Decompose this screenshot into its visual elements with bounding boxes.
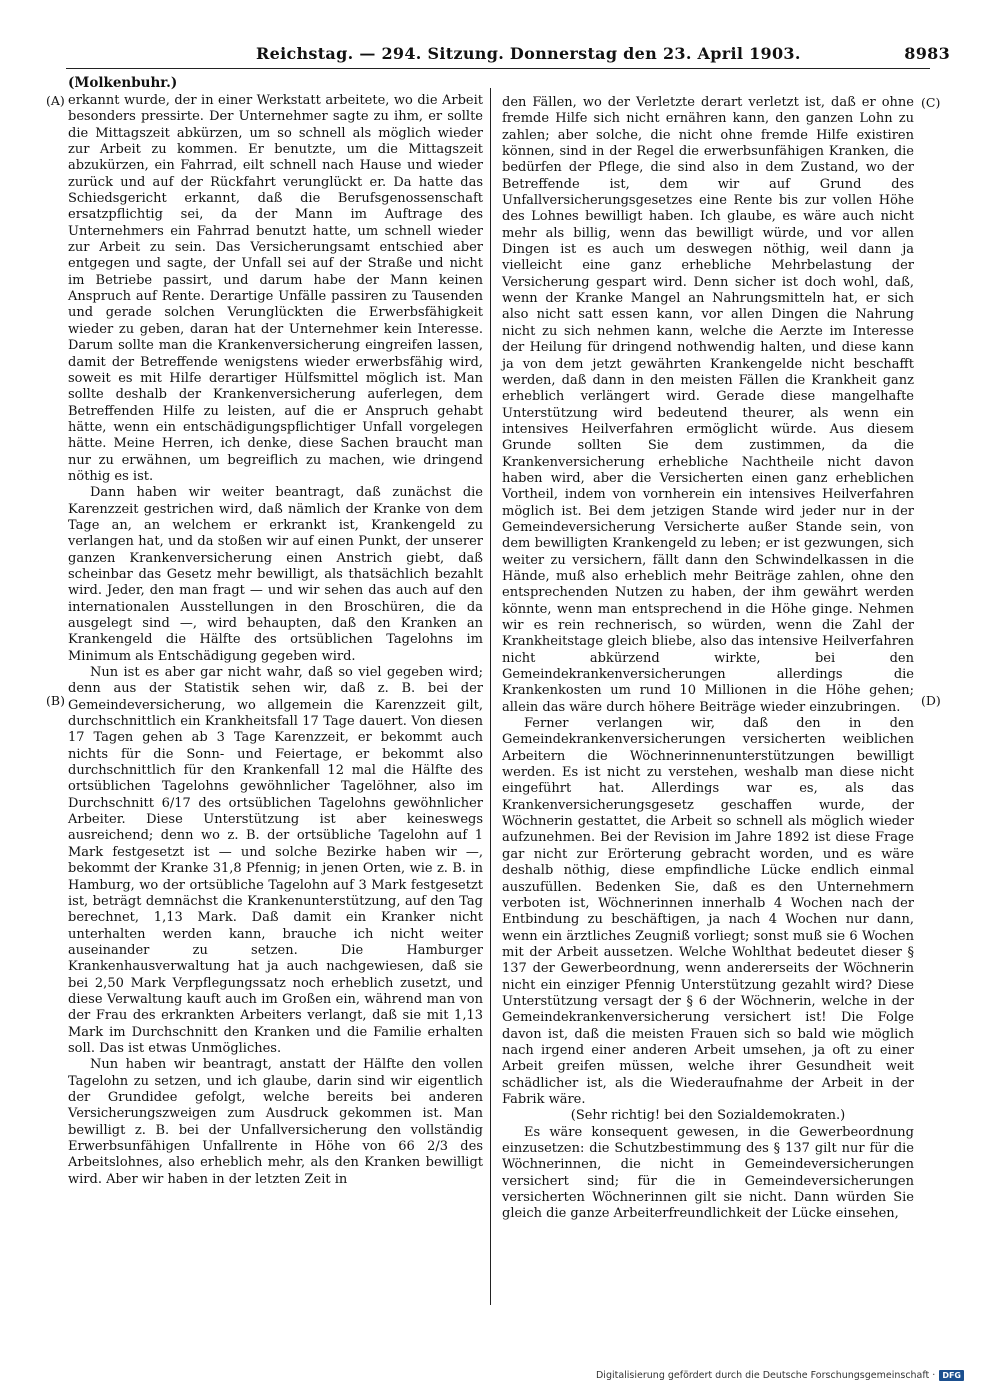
speaker-name: (Molkenbuhr.) xyxy=(68,75,178,91)
paragraph: erkannt wurde, der in einer Werkstatt arbeitete, wo die Arbeit besonders pressirte. Der Unternehmer sagte zu ihm, er sollte die Mittagszeit abkürzen, um so schnell als möglich wieder zur Arbeit zu kommen. Er benutzte, um die Mittagszeit abzukürzen, ein Fahrrad, eilt schnell nach Hause und wieder zurück und auf der Rückfahrt verunglückt er. Da hatte das Schiedsgericht erkannt, daß die Berufsgenossenschaft ersatzpflichtig sei, da der Mann im Auftrage des Unternehmers ein Fahrrad benutzt hatte, um schnell wieder zur Arbeit zu sein. Das Versicherungsamt entschied aber entgegen und sagte, der Unfall sei auf der Straße und nicht im Betriebe passirt, und darum habe der Mann keinen Anspruch auf Rente. Derartige Unfälle passiren zu Tausenden und gerade solchen Verunglückten die Erwerbsfähigkeit wieder zu geben, daran hat der Unternehmer kein Interesse. Darum sollte man die Krankenversicherung eingreifen lassen, damit der Betreffende wenigstens wieder erwerbsfähig wird, soweit es mit Hilfe derartiger Hülfsmittel möglich ist. Man sollte deshalb der Krankenversicherung auferlegen, dem Betreffenden Hilfe zu leisten, auf die er Anspruch gehabt hätte, wenn ein entschädigungspflichtiger Unfall vorgelegen hätte. Meine Herren, ich denke, diese Sachen braucht man nur zu erwähnen, um begreiflich zu machen, wie dringend nöthig es ist. xyxy=(68,93,483,484)
credit-text: Digitalisierung gefördert durch die Deutsche Forschungsgemeinschaft · xyxy=(595,1370,936,1381)
paragraph: den Fällen, wo der Verletzte derart verletzt ist, daß er ohne fremde Hilfe sich nicht ernähren kann, den ganzen Lohn zu zahlen; aber solche, die nicht ohne fremde Hilfe existiren können, sind in der Regel die erwerbsunfähigen Kranken, die bedürfen der Pflege, die sind also in dem Zustand, wo der Betreffende ist, dem wir auf Grund des Unfallversicherungsgesetzes eine Rente bis zur vollen Höhe des Lohnes bewilligt haben. Ich glaube, es wäre auch nicht mehr als billig, wenn das bewilligt würde, und vor allen Dingen ist es auch um deswegen nöthig, weil dann ja vielleicht eine ganz erhebliche Mehrbelastung der Versicherung gespart wird. Denn sicher ist doch wohl, daß, wenn der Kranke Mangel an Nahrungsmitteln hat, er sich also nicht satt essen kann, vor allen Dingen die Nahrung nicht zu sich nehmen kann, welche die Aerzte im Interesse der Heilung für dringend nothwendig halten, und diese kann ja von dem jetzt gewährten Krankengelde nicht beschafft werden, daß dann in den meisten Fällen die Krankheit ganz erheblich verlängert wird. Gerade diese mangelhafte Unterstützung wird bedeutend theurer, als wenn ein intensives Heilverfahren ermöglicht würde. Aus diesem Grunde sollten Sie dem zustimmen, da die Krankenversicherung erhebliche Nachtheile nicht davon haben wird, aber die Versicherten einen ganz erheblichen Vortheil, indem von vornherein ein intensives Heilverfahren möglich ist. Bei dem jetzigen Stande wird jeder nur in der Gemeindeversicherung Versicherte außer Stande sein, von dem bewilligten Krankengeld zu leben; er ist gezwungen, sich weiter zu versichern, fällt dann den Schwindelkassen in die Hände, muß also erheblich mehr Beiträge zahlen, ohne den entsprechenden Nutzen zu haben, der ihm gewährt werden könnte, wenn man entsprechend in die Höhe ginge. Nehmen wir es rein rechnerisch, so würden, wenn die Zahl der Krankheitstage gleich bliebe, also das intensive Heilverfahren nicht abkürzend wirkte, bei den Gemeindekrankenversicherungen allerdings die Krankenkosten um rund 10 Millionen in die Höhe gehen; allein das wäre durch höhere Beiträge wieder einzubringen. xyxy=(502,95,914,715)
paragraph: Es wäre konsequent gewesen, in die Gewerbeordnung einzusetzen: die Schutzbestimmung des § 137 gilt nur für die Wöchnerinnen, die nicht in Gemeindeversicherungen versichert sind; für die in Gemeindeversicherungen versicherten Wöchnerinnen gilt sie nicht. Dann würden Sie gleich die ganze Arbeiterfreundlichkeit der Lücke einsehen, xyxy=(502,1124,914,1222)
margin-marker-d: (D) xyxy=(921,693,941,708)
paragraph: Ferner verlangen wir, daß den in den Gemeindekrankenversicherungen versicherten weiblichen Arbeitern die Wöchnerinnenunterstützungen bewilligt werden. Es ist nicht zu verstehen, weshalb man diese nicht eingeführt hat. Allerdings war es, als das Krankenversicherungsgesetz geschaffen wurde, der Wöchnerin gestattet, die Arbeit so schnell als möglich wieder aufzunehmen. Bei der Revision im Jahre 1892 ist diese Frage gar nicht zur Erörterung gebracht worden, und es wäre deshalb nöthig, diese empfindliche Lücke endlich einmal auszufüllen. Bedenken Sie, daß es den Unternehmern verboten ist, Wöchnerinnen innerhalb 4 Wochen nach der Entbindung zu beschäftigen, ja nach 4 Wochen nur dann, wenn ein ärztliches Zeugniß vorliegt; sonst muß sie 6 Wochen mit der Arbeit aussetzen. Welche Wohlthat bedeutet dieser § 137 der Gewerbeordnung, wenn andererseits der Wöchnerin nicht ein einziger Pfennig Unterstützung gezahlt wird? Diese Unterstützung versagt der § 6 der Wöchnerin, welche in der Gemeindekrankenversicherung versichert ist! Die Folge davon ist, daß die meisten Frauen sich so bald wie möglich nach irgend einer anderen Arbeit umsehen, ja oft zu einer Arbeit greifen müssen, welche ihrer Gesundheit weit schädlicher ist, als die Wiederaufnahme der Arbeit in der Fabrik wäre. xyxy=(502,716,914,1107)
margin-marker-a: (A) xyxy=(46,93,65,108)
column-divider xyxy=(490,88,491,1305)
dfg-logo: DFG xyxy=(939,1370,964,1381)
left-column xyxy=(68,93,483,1188)
digitization-credit xyxy=(596,1370,964,1381)
interjection: (Sehr richtig! bei den Sozialdemokraten.) xyxy=(570,1108,846,1124)
page-header xyxy=(60,44,950,66)
margin-marker-b: (B) xyxy=(46,693,65,708)
paragraph: Dann haben wir weiter beantragt, daß zunächst die Karenzzeit gestrichen wird, daß nämlich der Kranke von dem Tage an, an welchem er erkrankt ist, Krankengeld zu verlangen hat, und da stoßen wir auf einen Punkt, der unserer ganzen Krankenversicherung einen Anstrich giebt, daß scheinbar das Gesetz mehr bewilligt, als thatsächlich bezahlt wird. Jeder, den man fragt — und wir sehen das auch auf den internationalen Ausstellungen in den Broschüren, die da ausgelegt sind —, wird behaupten, daß den Kranken an Krankengeld die Hälfte des ortsüblichen Tagelohns im Minimum als Entschädigung gegeben wird. xyxy=(68,485,483,664)
paragraph: Nun haben wir beantragt, anstatt der Hälfte den vollen Tagelohn zu setzen, und ich glaube, darin sind wir eigentlich der Grundidee gefolgt, welche bereits bei anderen Versicherungszweigen zum Ausdruck gekommen ist. Man bewilligt z. B. bei der Unfallversicherung den vollständig Erwerbsunfähigen Unfallrente in Höhe von 66 2/3 des Arbeitslohnes, also erheblich mehr, als den Kranken bewilligt wird. Aber wir haben in der letzten Zeit in xyxy=(68,1057,483,1187)
running-title: Reichstag. — 294. Sitzung. Donnerstag den 23. April 1903. xyxy=(256,44,801,63)
paragraph: Nun ist es aber gar nicht wahr, daß so viel gegeben wird; denn aus der Statistik sehen wir, daß z. B. bei der Gemeindeversicherung, wo allgemein die Karenzzeit gilt, durchschnittlich ein Krankheitsfall 17 Tage dauert. Von diesen 17 Tagen gehen ab 3 Tage Karenzzeit, er bekommt auch nichts für die Sonn- und Feiertage, er bekommt also durchschnittlich für den Krankenfall 12 mal die Hälfte des ortsüblichen Tagelohns gewöhnlicher Tagelöhner, also im Durchschnitt 6/17 des ortsüblichen Tagelohns gewöhnlicher Arbeiter. Diese Unterstützung ist aber keineswegs ausreichend; denn wo z. B. der ortsübliche Tagelohn auf 1 Mark festgesetzt ist — und solche Bezirke haben wir —, bekommt der Kranke 31,8 Pfennig; in jenen Orten, wie z. B. in Hamburg, wo der ortsübliche Tagelohn auf 3 Mark festgesetzt ist, beträgt demnächst die Krankenunterstützung, auf den Tag berechnet, 1,13 Mark. Daß damit ein Kranker nicht unterhalten werden kann, brauche ich nicht weiter auseinander zu setzen. Die Hamburger Krankenhausverwaltung hat ja auch nachgewiesen, daß sie bei 2,50 Mark Verpflegungssatz noch erheblich zusetzt, und diese Verwaltung kauft auch im Großen ein, während man von der Frau des erkrankten Arbeiters verlangt, daß sie mit 1,13 Mark im Durchschnitt den Kranken und die Familie erhalten soll. Das ist etwas Unmögliches. xyxy=(68,665,483,1056)
header-rule xyxy=(66,68,930,69)
right-column xyxy=(502,95,914,1223)
margin-marker-c: (C) xyxy=(921,95,941,110)
page-number: 8983 xyxy=(904,44,950,63)
